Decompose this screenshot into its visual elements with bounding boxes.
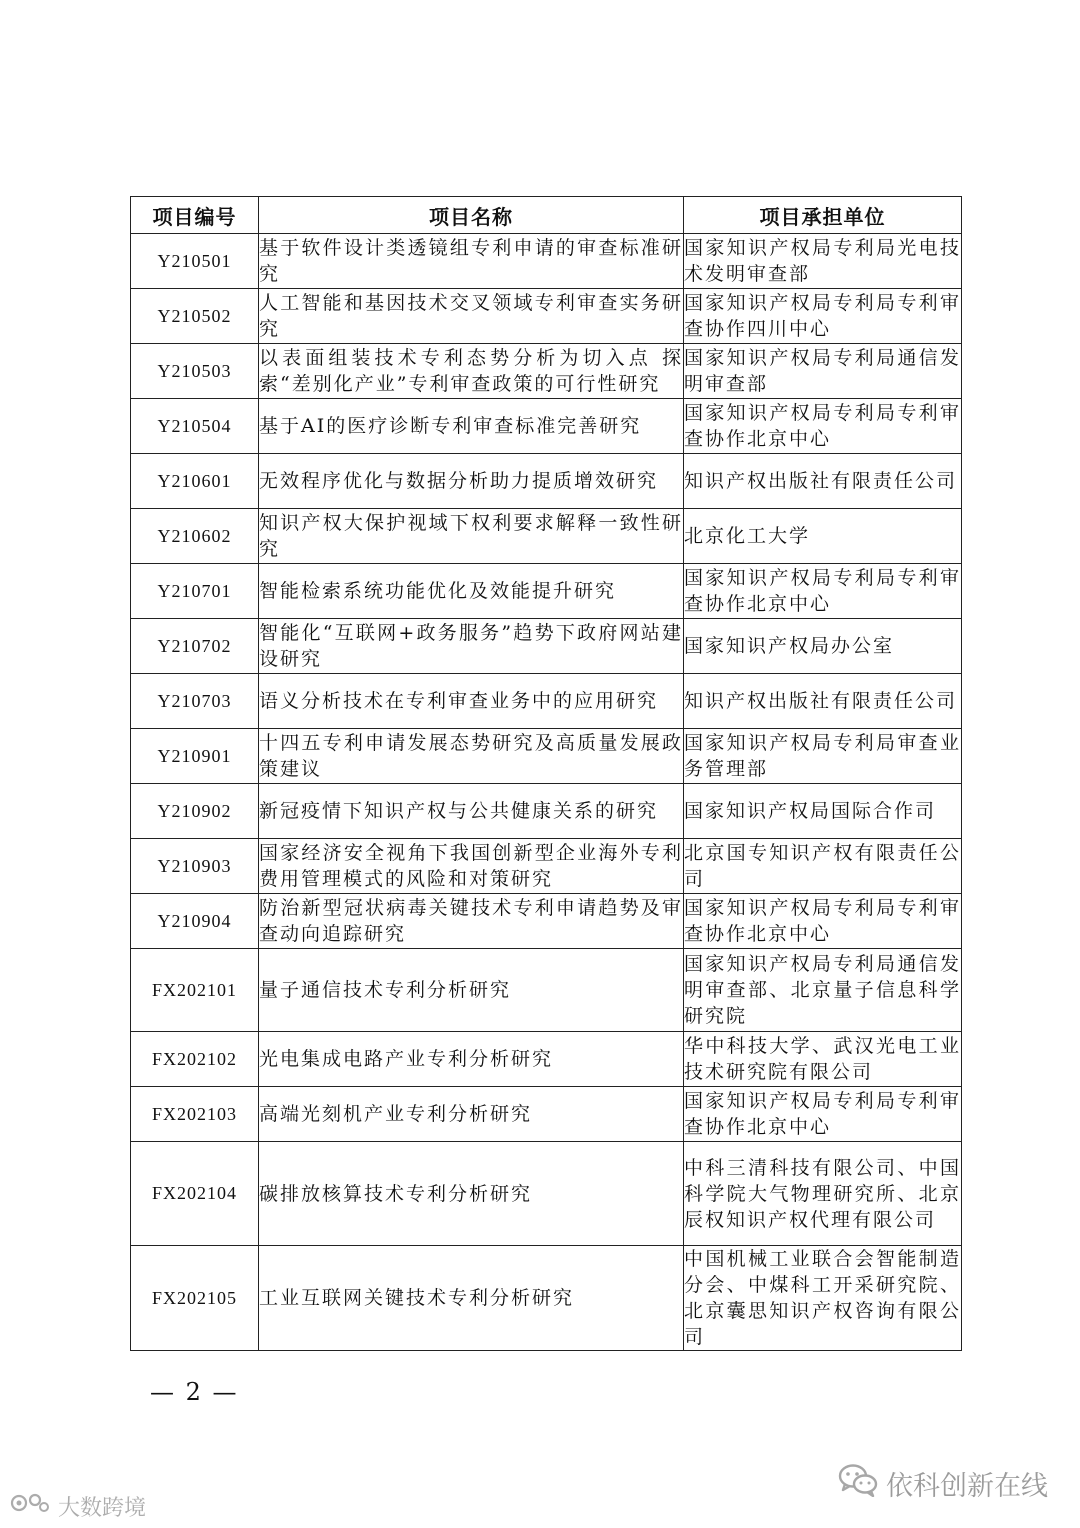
- header-project-name: 项目名称: [259, 197, 684, 234]
- table-row: [131, 399, 962, 454]
- project-id: Y210703: [131, 674, 259, 729]
- watermark-left-text: 大数跨境: [58, 1495, 147, 1521]
- project-id: FX202101: [131, 949, 259, 1032]
- project-name: 碳排放核算技术专利分析研究: [259, 1142, 684, 1246]
- table-row: [131, 784, 962, 839]
- project-unit: 中科三清科技有限公司、中国科学院大气物理研究所、北京辰权知识产权代理有限公司: [684, 1142, 962, 1246]
- project-unit: 知识产权出版社有限责任公司: [684, 454, 962, 509]
- project-id: Y210502: [131, 289, 259, 344]
- project-name: 人工智能和基因技术交叉领域专利审查实务研究: [259, 289, 684, 344]
- table-row: [131, 1142, 962, 1246]
- project-name: 十四五专利申请发展态势研究及高质量发展政策建议: [259, 729, 684, 784]
- table-row: [131, 1087, 962, 1142]
- project-id: Y210602: [131, 509, 259, 564]
- project-id: Y210901: [131, 729, 259, 784]
- project-name: 量子通信技术专利分析研究: [259, 949, 684, 1032]
- table-row: [131, 1032, 962, 1087]
- project-unit: 国家知识产权局专利局通信发明审查部: [684, 344, 962, 399]
- project-id: Y210902: [131, 784, 259, 839]
- project-name: 基于AI的医疗诊断专利审查标准完善研究: [259, 399, 684, 454]
- project-name: 智能检索系统功能优化及效能提升研究: [259, 564, 684, 619]
- project-name: 以表面组装技术专利态势分析为切入点 探索“差别化产业”专利审查政策的可行性研究: [259, 344, 684, 399]
- project-name: 知识产权大保护视域下权利要求解释一致性研究: [259, 509, 684, 564]
- project-id: FX202104: [131, 1142, 259, 1246]
- table-row: [131, 234, 962, 289]
- project-id: Y210503: [131, 344, 259, 399]
- project-name: 新冠疫情下知识产权与公共健康关系的研究: [259, 784, 684, 839]
- project-name: 高端光刻机产业专利分析研究: [259, 1087, 684, 1142]
- project-unit: 国家知识产权局专利局专利审查协作北京中心: [684, 399, 962, 454]
- project-unit: 国家知识产权局专利局专利审查协作北京中心: [684, 564, 962, 619]
- table-row: [131, 894, 962, 949]
- table-row: [131, 1246, 962, 1351]
- project-unit: 北京化工大学: [684, 509, 962, 564]
- table-row: [131, 564, 962, 619]
- project-id: Y210701: [131, 564, 259, 619]
- project-name: 工业互联网关键技术专利分析研究: [259, 1246, 684, 1351]
- table-row: [131, 729, 962, 784]
- wechat-icon: [838, 1463, 878, 1504]
- table-row: [131, 619, 962, 674]
- project-name: 基于软件设计类透镜组专利申请的审查标准研究: [259, 234, 684, 289]
- project-id: Y210504: [131, 399, 259, 454]
- table-row: [131, 509, 962, 564]
- project-name: 语义分析技术在专利审查业务中的应用研究: [259, 674, 684, 729]
- table-row: [131, 949, 962, 1032]
- table-row: [131, 454, 962, 509]
- project-name: 国家经济安全视角下我国创新型企业海外专利费用管理模式的风险和对策研究: [259, 839, 684, 894]
- brand-logo-icon: [10, 1490, 50, 1522]
- project-unit: 国家知识产权局专利局专利审查协作北京中心: [684, 1087, 962, 1142]
- table-row: [131, 344, 962, 399]
- project-unit: 知识产权出版社有限责任公司: [684, 674, 962, 729]
- project-unit: 国家知识产权局办公室: [684, 619, 962, 674]
- watermark-brand: [10, 1490, 146, 1522]
- project-table: [130, 196, 962, 1351]
- header-project-id: 项目编号: [131, 197, 259, 234]
- table-row: [131, 289, 962, 344]
- project-name: 智能化“互联网+政务服务”趋势下政府网站建设研究: [259, 619, 684, 674]
- project-id: FX202105: [131, 1246, 259, 1351]
- project-name: 无效程序优化与数据分析助力提质增效研究: [259, 454, 684, 509]
- page-number: — 2 —: [150, 1378, 239, 1406]
- project-id: Y210903: [131, 839, 259, 894]
- project-unit: 国家知识产权局专利局通信发明审查部、北京量子信息科学研究院: [684, 949, 962, 1032]
- project-unit: 北京国专知识产权有限责任公司: [684, 839, 962, 894]
- project-id: Y210702: [131, 619, 259, 674]
- project-unit: 国家知识产权局专利局专利审查协作北京中心: [684, 894, 962, 949]
- project-unit: 中国机械工业联合会智能制造分会、中煤科工开采研究院、北京囊思知识产权咨询有限公司: [684, 1246, 962, 1351]
- project-unit: 国家知识产权局专利局审查业务管理部: [684, 729, 962, 784]
- project-name: 光电集成电路产业专利分析研究: [259, 1032, 684, 1087]
- header-row: [131, 197, 962, 234]
- project-id: Y210904: [131, 894, 259, 949]
- project-id: Y210601: [131, 454, 259, 509]
- project-id: Y210501: [131, 234, 259, 289]
- watermark-wechat: [838, 1463, 1048, 1504]
- watermark-right-text: 依科创新在线: [886, 1471, 1048, 1502]
- table-body: [131, 234, 962, 1351]
- table-header: [131, 197, 962, 234]
- header-project-unit: 项目承担单位: [684, 197, 962, 234]
- project-name: 防治新型冠状病毒关键技术专利申请趋势及审查动向追踪研究: [259, 894, 684, 949]
- project-id: FX202102: [131, 1032, 259, 1087]
- project-unit: 华中科技大学、武汉光电工业技术研究院有限公司: [684, 1032, 962, 1087]
- project-unit: 国家知识产权局专利局光电技术发明审查部: [684, 234, 962, 289]
- project-unit: 国家知识产权局国际合作司: [684, 784, 962, 839]
- table-row: [131, 674, 962, 729]
- project-id: FX202103: [131, 1087, 259, 1142]
- table-row: [131, 839, 962, 894]
- project-unit: 国家知识产权局专利局专利审查协作四川中心: [684, 289, 962, 344]
